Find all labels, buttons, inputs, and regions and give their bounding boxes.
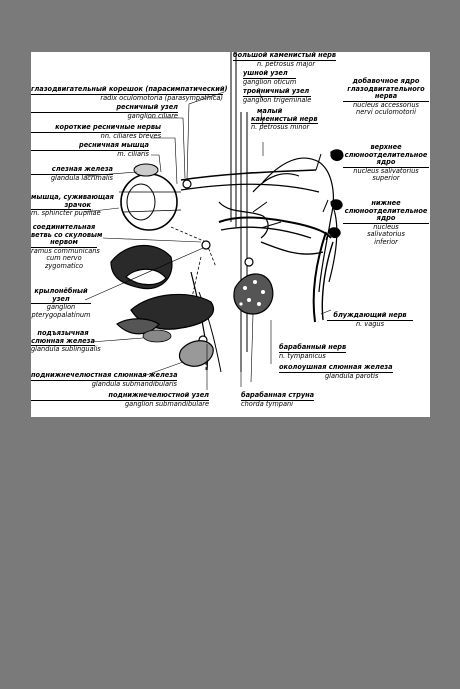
label-petr-major-la: n. petrosus major bbox=[257, 59, 316, 68]
label-nn-ciliares-la: nn. ciliares breves bbox=[100, 131, 161, 140]
label-radix-la: radix oculomotoria (parasympathica) bbox=[100, 93, 223, 102]
label-gl-parotis bbox=[279, 364, 393, 380]
label-accessory-la2: nervi oculomotorii bbox=[356, 108, 416, 117]
label-radix-oculomotoria bbox=[31, 85, 228, 102]
label-ramus-ru3: нервом bbox=[31, 239, 97, 248]
label-sal-inf-la3: inferior bbox=[374, 237, 398, 246]
label-chorda-ru: барабанная струна bbox=[241, 391, 315, 399]
label-m-ciliaris-la: m. ciliaris bbox=[117, 149, 149, 158]
label-ptery-la1: ganglion bbox=[46, 303, 76, 312]
label-gl-submandibularis bbox=[31, 372, 177, 388]
sublingual-gland bbox=[143, 330, 171, 342]
otic-ganglion-marker bbox=[245, 258, 253, 266]
label-petr-minor-ru2: каменистый нерв bbox=[251, 114, 318, 123]
label-parotis-ru: околоушная слюнная железа bbox=[279, 363, 393, 371]
label-ramus-la3: zygomatico bbox=[44, 261, 84, 270]
parotid-gland bbox=[234, 274, 273, 314]
label-sal-inf-ru2: слюноотделительное bbox=[344, 206, 428, 215]
label-submand-gl-la: glandula submandibularis bbox=[91, 379, 177, 388]
label-sphincter-la: m. sphincter pupillae bbox=[31, 209, 101, 218]
label-m-ciliaris-ru: ресничная мышца bbox=[31, 142, 149, 151]
label-n-tympanicus bbox=[279, 344, 346, 360]
label-ptery-ru1: крылонёбный bbox=[34, 287, 88, 295]
label-sal-sup-la2: superior bbox=[372, 174, 400, 183]
label-ganglion-oticum bbox=[243, 70, 296, 86]
label-sal-sup-ru3: ядро bbox=[343, 159, 429, 168]
pterygopalatine-ganglion-marker bbox=[202, 241, 210, 249]
label-nucleus-salivatorius-inferior bbox=[343, 200, 429, 247]
label-vagus-ru: блуждающий нерв bbox=[327, 312, 413, 321]
label-submand-g-ru: поднижнечелюстной узел bbox=[31, 392, 209, 401]
label-sal-inf-la1: nucleus bbox=[373, 222, 399, 231]
label-sal-sup-ru2: слюноотделительное bbox=[344, 150, 428, 159]
label-m-sphincter bbox=[31, 193, 114, 218]
label-trig-ru: тройничный узел bbox=[243, 88, 311, 97]
label-subling-la: glandula sublingualis bbox=[31, 345, 101, 354]
label-trig-la: ganglion trigeminale bbox=[243, 95, 312, 104]
label-oticum-la: ganglion oticum bbox=[243, 77, 297, 86]
label-petr-minor-la: n. petrosus minor bbox=[251, 123, 310, 132]
label-sal-inf-la2: salivatorius bbox=[367, 230, 405, 239]
label-gl-lacr-ru: слезная железа bbox=[31, 166, 113, 175]
label-nn-ciliares bbox=[31, 124, 161, 140]
label-ganglion-trigeminale bbox=[243, 88, 311, 104]
label-n-petrosus-minor bbox=[251, 108, 318, 132]
label-vagus-la: n. vagus bbox=[355, 319, 385, 328]
label-gl-lacrimalis bbox=[31, 166, 113, 182]
ciliary-ganglion-marker bbox=[183, 180, 191, 188]
label-g-pterygopalatinum bbox=[31, 288, 91, 319]
label-ramus-la1: ramus communicans bbox=[31, 246, 100, 255]
label-submand-g-la: ganglion submandibulare bbox=[124, 399, 209, 408]
label-submand-gl-ru: поднижнечелюстная слюнная железа bbox=[31, 371, 178, 379]
glossopharyngeal bbox=[261, 242, 323, 254]
brainstem-outline bbox=[263, 158, 333, 292]
diagram-plate bbox=[31, 52, 430, 417]
label-petr-major-ru: большой каменистый нерв bbox=[233, 52, 337, 59]
label-parotis-la: glandula parotis bbox=[325, 371, 379, 380]
eyeball bbox=[121, 174, 177, 230]
label-gl-lacr-la: glandula lacrimalis bbox=[50, 173, 113, 182]
label-accessory-la1: nucleus accessorius bbox=[353, 100, 419, 109]
label-m-ciliaris bbox=[31, 142, 149, 158]
label-chorda-tympani bbox=[241, 392, 314, 408]
lacrimal-gland bbox=[134, 164, 158, 176]
label-accessory-ru2: глазодвигательного bbox=[347, 84, 425, 93]
label-radix-ru: глазодвигательный корешок (парасимпатический) bbox=[31, 85, 228, 93]
label-tymp-la: n. tympanicus bbox=[279, 351, 326, 360]
label-ramus-la2: cum nervo bbox=[46, 254, 82, 263]
label-ptery-ru2: узел bbox=[31, 296, 91, 305]
label-sphincter-ru2: зрачок bbox=[31, 202, 91, 211]
label-accessory-ru3: нерва bbox=[343, 93, 429, 102]
label-nucleus-salivatorius-superior bbox=[343, 144, 429, 183]
label-g-ciliare-ru: ресничный узел bbox=[31, 104, 178, 113]
submandibular-gland bbox=[179, 341, 213, 367]
label-nn-ciliares-ru: короткие ресничные нервы bbox=[31, 124, 161, 133]
label-chorda-la: chorda tympani bbox=[241, 399, 294, 408]
label-ramus-communicans bbox=[31, 223, 103, 271]
label-g-submandibulare bbox=[31, 392, 209, 408]
label-sphincter-ru1: мышца, суживающая bbox=[31, 193, 114, 201]
label-accessory-ru1: добавочное ядро bbox=[352, 77, 420, 85]
label-tymp-ru: барабанный нерв bbox=[279, 343, 347, 351]
label-petr-minor-ru1: малый bbox=[257, 107, 283, 115]
label-n-petrosus-major bbox=[233, 52, 336, 68]
label-sal-inf-ru3: ядро bbox=[343, 215, 429, 224]
label-subling-ru1: подъязычная bbox=[37, 329, 89, 337]
label-sal-sup-ru1: верхнее bbox=[370, 143, 402, 151]
label-n-vagus bbox=[327, 312, 413, 328]
label-ramus-ru1: соединительная bbox=[32, 223, 96, 231]
label-nucleus-accessorius bbox=[343, 78, 429, 117]
label-sal-inf-ru1: нижнее bbox=[371, 199, 401, 207]
label-subling-ru2: слюнная железа bbox=[31, 336, 95, 345]
label-sal-sup-la1: nucleus salivatorius bbox=[353, 166, 419, 175]
label-ramus-ru2: ветвь со скуловым bbox=[31, 230, 103, 239]
label-gl-sublingualis bbox=[31, 329, 101, 354]
label-oticum-ru: ушной узел bbox=[243, 70, 296, 79]
label-ganglion-ciliare bbox=[31, 104, 178, 120]
label-g-ciliare-la: ganglion ciliare bbox=[127, 111, 178, 120]
label-ptery-la2: pterygopalatinum bbox=[31, 310, 91, 319]
